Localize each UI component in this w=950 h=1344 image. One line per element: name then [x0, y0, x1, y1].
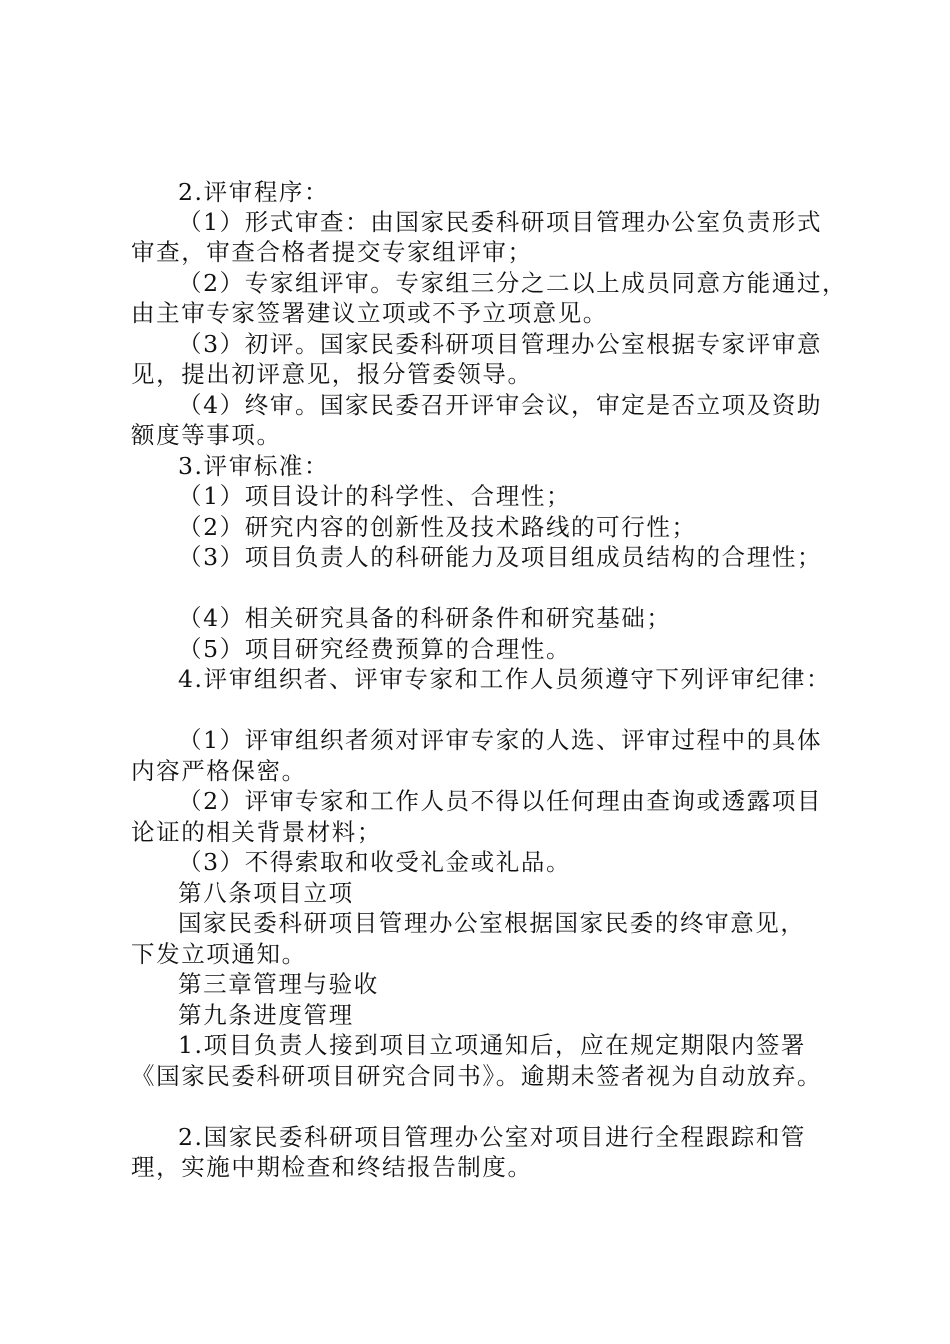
text-line: （1）形式审查：由国家民委科研项目管理办公室负责形式	[178, 208, 823, 236]
text-line: 内容严格保密。	[131, 757, 307, 785]
text-line: 由主审专家签署建议立项或不予立项意见。	[131, 299, 608, 327]
section-heading: 第八条项目立项	[178, 879, 354, 907]
text-line: （4）相关研究具备的科研条件和研究基础；	[178, 604, 672, 632]
text-line: （3）不得索取和收受礼金或礼品。	[178, 848, 572, 876]
chapter-heading: 第三章管理与验收	[178, 970, 379, 998]
text-line: 4.评审组织者、评审专家和工作人员须遵守下列评审纪律：	[178, 665, 832, 693]
text-line: 1.项目负责人接到项目立项通知后，应在规定期限内签署	[178, 1031, 807, 1059]
text-line: （1）项目设计的科学性、合理性；	[178, 482, 572, 510]
text-line: 额度等事项。	[131, 421, 282, 449]
text-line: 理，实施中期检查和终结报告制度。	[131, 1153, 533, 1181]
text-line: 论证的相关背景材料；	[131, 818, 382, 846]
text-line: （3）项目负责人的科研能力及项目组成员结构的合理性；	[178, 543, 823, 571]
text-line: （5）项目研究经费预算的合理性。	[178, 635, 572, 663]
section-heading: 第九条进度管理	[178, 1001, 354, 1029]
text-line: 见，提出初评意见，报分管委领导。	[131, 360, 533, 388]
text-line: 国家民委科研项目管理办公室根据国家民委的终审意见，	[178, 909, 806, 937]
text-line: 2.评审程序：	[178, 178, 330, 206]
text-line: 《国家民委科研项目研究合同书》。逾期未签者视为自动放弃。	[131, 1062, 823, 1090]
text-line: （2）评审专家和工作人员不得以任何理由查询或透露项目	[178, 787, 823, 815]
text-line: （2）研究内容的创新性及技术路线的可行性；	[178, 513, 697, 541]
text-line: 下发立项通知。	[131, 940, 307, 968]
text-line: 2.国家民委科研项目管理办公室对项目进行全程跟踪和管	[178, 1123, 807, 1151]
text-line: （1）评审组织者须对评审专家的人选、评审过程中的具体	[178, 726, 823, 754]
text-line: （3）初评。国家民委科研项目管理办公室根据专家评审意	[178, 330, 823, 358]
text-line: （4）终审。国家民委召开评审会议，审定是否立项及资助	[178, 391, 823, 419]
text-line: 审查，审查合格者提交专家组评审；	[131, 238, 533, 266]
text-line: （2）专家组评审。专家组三分之二以上成员同意方能通过，	[178, 269, 848, 297]
text-line: 3.评审标准：	[178, 452, 330, 480]
